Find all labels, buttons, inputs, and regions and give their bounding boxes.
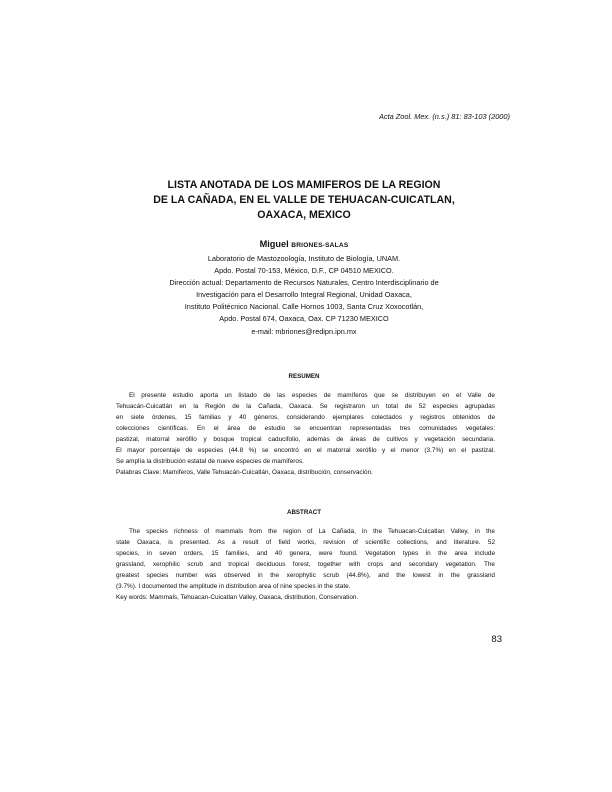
abstract-heading: ABSTRACT	[286, 509, 322, 516]
abstract-line: grassland, xerophilic scrub and tropical deciduous forest, together with crops and secondary vegetation. The	[116, 561, 495, 568]
resumen-line: pastizal, matorral xerófilo y bosque tropical caducifolio, además de áreas de cultivos y vegetación secundaria.	[116, 436, 495, 443]
journal-citation: Acta Zool. Mex. (n.s.) 81: 83-103 (2000)	[378, 112, 510, 121]
affiliation-line: Investigación para el Desarrollo Integral Regional, Unidad Oaxaca,	[196, 290, 412, 300]
abstract-line: The species richness of mammals from the region of La Cañada, in the Tehuacan-Cuicatlan Valley, in the	[129, 528, 495, 535]
paper-title	[100, 178, 508, 223]
abstract-line: state Oaxaca, is presented. As a result of field works, revision of scientific collections, and literature. 52	[116, 539, 495, 546]
affiliation-line: Laboratorio de Mastozoología, Instituto de Biología, UNAM.	[207, 254, 401, 263]
title-line: OAXACA, MEXICO	[257, 209, 351, 221]
author-name	[100, 239, 508, 249]
affiliation-line: Dirección actual: Departamento de Recursos Naturales, Centro Interdisciplinario de	[169, 278, 439, 288]
affiliation-block	[100, 253, 508, 338]
resumen-line: colecciones científicas. En el área de estudio se encuentran representadas tres comunidades vegetales:	[116, 425, 495, 432]
affiliation-line: Instituto Politécnico Nacional. Calle Hornos 1003, Santa Cruz Xoxocotlán,	[184, 302, 424, 312]
resumen-line: en siete órdenes, 15 familias y 40 géneros, considerando ejemplares colectados y registros obtenidos de	[116, 414, 495, 421]
page-number: 83	[491, 634, 502, 645]
email-line: e-mail: mbriones@redipn.ipn.mx	[251, 326, 357, 336]
resumen-line: Se amplía la distribución estatal de nueve especies de mamíferos.	[116, 458, 304, 465]
abstract-line: species, in seven orders, 15 families, and 40 genera, were found. Vegetation types in the area include	[116, 550, 495, 557]
abstract-line: (3.7%). I documented the amplitude in distribution area of nine species in the state.	[116, 583, 351, 590]
resumen-paragraph	[116, 390, 495, 478]
author-first-name: Miguel	[259, 239, 289, 249]
resumen-keywords: Palabras Clave: Mamíferos, Valle Tehuacán-Cuicatlán, Oaxaca, distribución, conservación.	[116, 469, 373, 476]
resumen-line: El presente estudio aporta un listado de las especies de mamíferos que se distribuyen en el Valle de	[129, 392, 495, 399]
abstract-keywords: Key words: Mammals, Tehuacan-Cuicatlan Valley, Oaxaca, distribution, Conservation.	[116, 594, 359, 601]
abstract-paragraph	[116, 526, 495, 603]
author-surname: BRIONES-SALAS	[291, 242, 349, 249]
resumen-line: Tehuacán-Cuicatlán en la Región de la Cañada, Oaxaca. Se registraron un total de 52 especies agrupadas	[116, 403, 495, 410]
affiliation-line: Apdo. Postal 674, Oaxaca, Oax. CP 71230 MEXICO	[219, 314, 389, 324]
resumen-line: El mayor porcentaje de especies (44.8 %) se encontró en el matorral xerófilo y el menor (3.7%) en el pastizal.	[116, 447, 495, 454]
resumen-heading: RESUMEN	[288, 373, 320, 380]
title-line: DE LA CAÑADA, EN EL VALLE DE TEHUACAN-CUICATLAN,	[153, 194, 455, 206]
title-line: LISTA ANOTADA DE LOS MAMIFEROS DE LA REGION	[167, 179, 441, 191]
abstract-line: greatest species number was observed in the xerophytic scrub (44.8%), and the lowest in the grassland	[116, 572, 495, 579]
affiliation-line: Apdo. Postal 70-153, México, D.F., CP 04510 MEXICO.	[214, 266, 394, 276]
